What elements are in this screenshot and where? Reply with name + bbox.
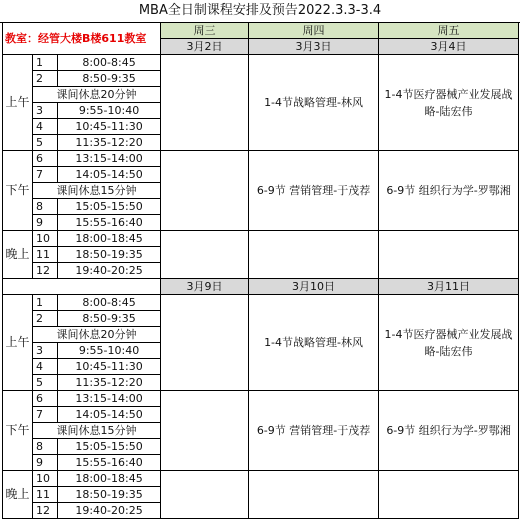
header-row-days — [3, 23, 519, 39]
session-time: 10:45-11:30 — [58, 119, 161, 135]
table-row — [3, 231, 519, 247]
session-time: 8:50-9:35 — [58, 311, 161, 327]
course-fri-afternoon-week1: 6-9节 组织行为学-罗鄂湘 — [379, 151, 519, 231]
session-time: 15:05-15:50 — [58, 199, 161, 215]
table-row — [3, 295, 519, 311]
wed-afternoon-cell-week2 — [161, 391, 249, 471]
session-number: 6 — [33, 391, 58, 407]
table-row — [3, 471, 519, 487]
wed-afternoon-cell — [161, 151, 249, 231]
session-time: 18:00-18:45 — [58, 231, 161, 247]
course-fri-morning-week1: 1-4节医疗器械产业发展战略-陆宏伟 — [379, 55, 519, 151]
session-number: 1 — [33, 295, 58, 311]
session-time: 14:05-14:50 — [58, 167, 161, 183]
break-morning: 课间休息20分钟 — [33, 87, 161, 103]
session-time: 8:50-9:35 — [58, 71, 161, 87]
thu-evening-cell-week2 — [249, 471, 379, 519]
session-number: 11 — [33, 247, 58, 263]
session-time: 18:50-19:35 — [58, 247, 161, 263]
wed-evening-cell — [161, 231, 249, 279]
course-thu-morning-week2: 1-4节战略管理-林风 — [249, 295, 379, 391]
session-number: 2 — [33, 311, 58, 327]
session-time: 9:55-10:40 — [58, 343, 161, 359]
wed-morning-cell — [161, 55, 249, 151]
period-morning-week1: 上午 — [3, 55, 33, 151]
session-time: 13:15-14:00 — [58, 391, 161, 407]
session-number: 3 — [33, 343, 58, 359]
session-time: 8:00-8:45 — [58, 55, 161, 71]
break-morning: 课间休息20分钟 — [33, 327, 161, 343]
date-week1-thu: 3月3日 — [249, 39, 379, 55]
day-wed: 周三 — [161, 23, 249, 39]
session-time: 19:40-20:25 — [58, 503, 161, 519]
session-time: 18:00-18:45 — [58, 471, 161, 487]
period-evening-week1: 晚上 — [3, 231, 33, 279]
session-time: 9:55-10:40 — [58, 103, 161, 119]
session-number: 4 — [33, 359, 58, 375]
session-time: 19:40-20:25 — [58, 263, 161, 279]
session-time: 10:45-11:30 — [58, 359, 161, 375]
day-fri: 周五 — [379, 23, 519, 39]
session-number: 9 — [33, 455, 58, 471]
date-week1-fri: 3月4日 — [379, 39, 519, 55]
session-number: 4 — [33, 119, 58, 135]
session-number: 10 — [33, 231, 58, 247]
session-number: 8 — [33, 439, 58, 455]
course-thu-morning-week1: 1-4节战略管理-林风 — [249, 55, 379, 151]
course-fri-morning-week2: 1-4节医疗器械产业发展战略-陆宏伟 — [379, 295, 519, 391]
session-number: 7 — [33, 167, 58, 183]
period-evening-week2: 晚上 — [3, 471, 33, 519]
session-time: 11:35-12:20 — [58, 375, 161, 391]
date-week2-wed: 3月9日 — [161, 279, 249, 295]
course-fri-afternoon-week2: 6-9节 组织行为学-罗鄂湘 — [379, 391, 519, 471]
session-time: 8:00-8:45 — [58, 295, 161, 311]
period-afternoon-week1: 下午 — [3, 151, 33, 231]
classroom-label: 教室：经管大楼B楼611教室 — [3, 23, 161, 55]
header-row-dates-week2 — [3, 279, 519, 295]
session-number: 3 — [33, 103, 58, 119]
session-number: 8 — [33, 199, 58, 215]
session-number: 1 — [33, 55, 58, 71]
session-time: 14:05-14:50 — [58, 407, 161, 423]
session-number: 6 — [33, 151, 58, 167]
week2-header-spacer — [3, 279, 161, 295]
session-time: 18:50-19:35 — [58, 487, 161, 503]
session-number: 11 — [33, 487, 58, 503]
fri-evening-cell — [379, 231, 519, 279]
session-time: 13:15-14:00 — [58, 151, 161, 167]
session-number: 2 — [33, 71, 58, 87]
break-afternoon: 课间休息15分钟 — [33, 423, 161, 439]
date-week1-wed: 3月2日 — [161, 39, 249, 55]
session-number: 5 — [33, 135, 58, 151]
break-afternoon: 课间休息15分钟 — [33, 183, 161, 199]
session-time: 11:35-12:20 — [58, 135, 161, 151]
thu-evening-cell — [249, 231, 379, 279]
wed-evening-cell-week2 — [161, 471, 249, 519]
session-number: 7 — [33, 407, 58, 423]
day-thu: 周四 — [249, 23, 379, 39]
course-thu-afternoon-week1: 6-9节 营销管理-于茂荐 — [249, 151, 379, 231]
session-number: 5 — [33, 375, 58, 391]
session-number: 9 — [33, 215, 58, 231]
period-morning-week2: 上午 — [3, 295, 33, 391]
table-row — [3, 55, 519, 71]
date-week2-fri: 3月11日 — [379, 279, 519, 295]
session-time: 15:05-15:50 — [58, 439, 161, 455]
session-number: 10 — [33, 471, 58, 487]
session-time: 15:55-16:40 — [58, 455, 161, 471]
schedule-table — [2, 22, 519, 519]
session-number: 12 — [33, 503, 58, 519]
date-week2-thu: 3月10日 — [249, 279, 379, 295]
period-afternoon-week2: 下午 — [3, 391, 33, 471]
sheet-title: MBA全日制课程安排及预告2022.3.3-3.4 — [0, 0, 520, 23]
session-time: 15:55-16:40 — [58, 215, 161, 231]
fri-evening-cell-week2 — [379, 471, 519, 519]
wed-morning-cell-week2 — [161, 295, 249, 391]
course-thu-afternoon-week2: 6-9节 营销管理-于茂荐 — [249, 391, 379, 471]
table-row — [3, 391, 519, 407]
table-row — [3, 151, 519, 167]
session-number: 12 — [33, 263, 58, 279]
